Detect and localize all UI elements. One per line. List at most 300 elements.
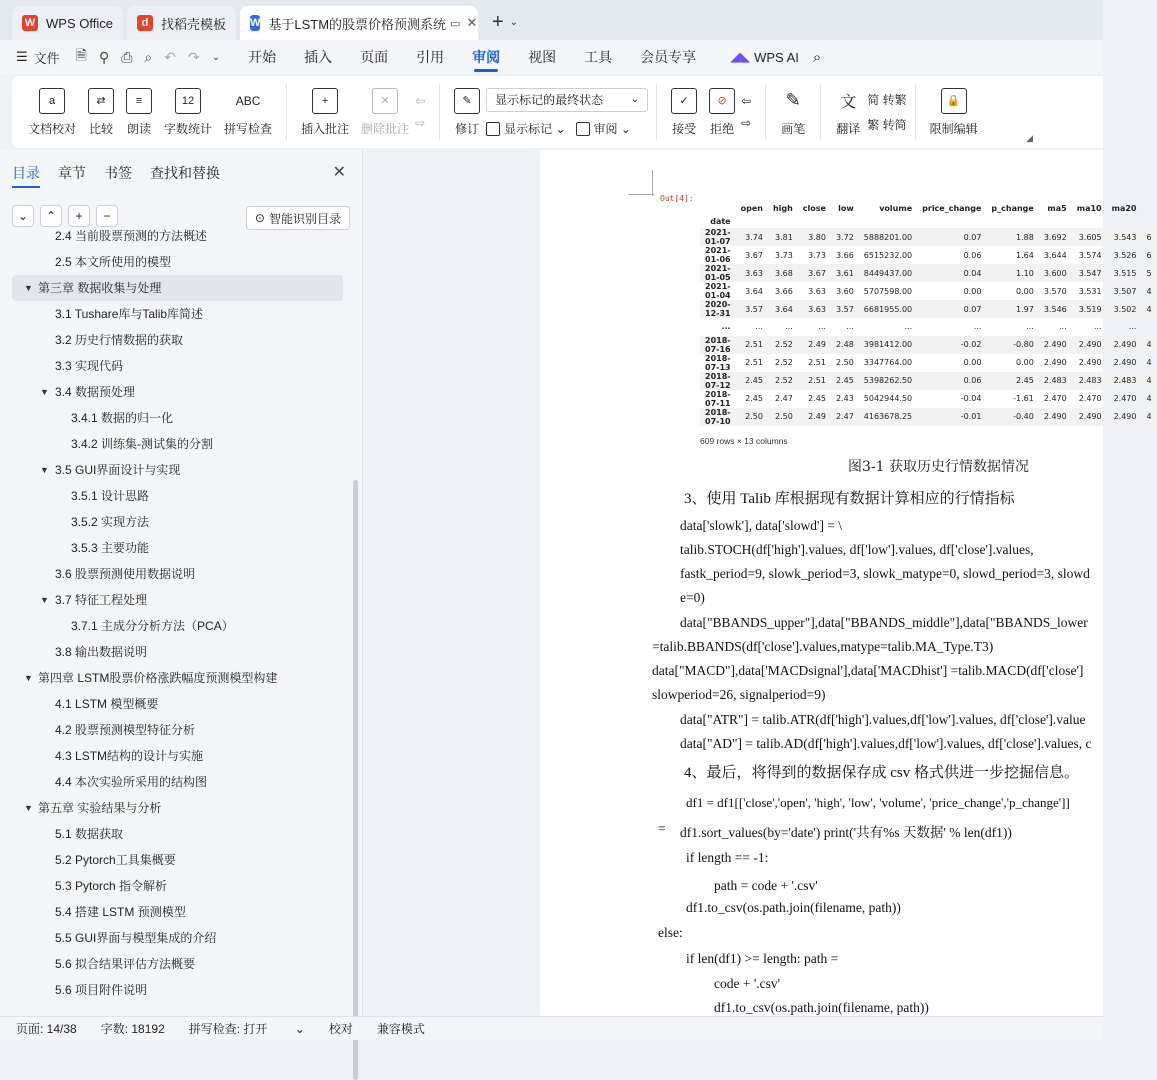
- table-row: [700, 408, 1157, 426]
- toc-item[interactable]: [0, 431, 355, 457]
- pen-icon: ✎: [785, 90, 801, 110]
- table-header-cell: [798, 215, 831, 228]
- toc-item[interactable]: [0, 821, 355, 847]
- review-label: 审阅: [593, 121, 618, 136]
- toc-item[interactable]: [0, 665, 355, 691]
- table-cell: 5707598.00: [863, 286, 913, 296]
- tab-label: 基于LSTM的股票价格预测系统: [268, 16, 447, 32]
- table-cell: -0.04: [960, 394, 982, 403]
- toc-item[interactable]: [0, 457, 355, 483]
- toc-item-label: 3.1 Tushare库与Talib库简述: [55, 307, 204, 321]
- nav-tabs: [0, 150, 362, 196]
- table-cell: 2.490: [1039, 336, 1072, 354]
- tab-bar: [0, 0, 1103, 40]
- spell-check-button[interactable]: [218, 80, 278, 144]
- toc-item[interactable]: [0, 613, 355, 639]
- table-header-cell: ma20: [1111, 204, 1137, 213]
- table-cell: 0.00: [963, 358, 982, 367]
- table-cell: 3.57: [736, 300, 768, 318]
- table-cell: 3.574: [1078, 250, 1102, 260]
- table-index-name: date: [710, 217, 731, 226]
- smart-toc-button[interactable]: [246, 206, 350, 230]
- table-header-cell: [1141, 202, 1156, 215]
- table-cell: 1.97: [986, 300, 1038, 318]
- proofread-icon: a: [39, 88, 65, 114]
- code-line: data["MACD"],data['MACDsignal'],data['MACDhist'] =talib.MACD(df['close']: [652, 663, 1084, 678]
- table-cell: 2.47: [774, 394, 793, 403]
- table-cell: 2.483: [1039, 372, 1072, 390]
- expand-triangle-icon[interactable]: ▼: [40, 465, 49, 475]
- print-preview-icon[interactable]: ⌕: [144, 48, 153, 65]
- table-cell: ...: [846, 322, 854, 332]
- table-cell: 3.64: [768, 300, 798, 318]
- figure-caption: 图3-1 获取历史行情数据情况: [848, 459, 1029, 475]
- translate-button[interactable]: [829, 80, 867, 144]
- toc-item[interactable]: 2.4 当前股票预测的方法概述: [55, 229, 208, 243]
- delete-comment-icon: ✕: [372, 88, 398, 114]
- revise-button[interactable]: [448, 80, 486, 144]
- table-row: [700, 390, 1157, 408]
- table-row: [700, 336, 1157, 354]
- table-cell: 2021-01-07: [700, 228, 736, 246]
- table-cell: 2.50: [768, 408, 798, 426]
- share-icon[interactable]: ⚲: [98, 48, 110, 65]
- tab-wps-office[interactable]: [12, 6, 123, 40]
- table-cell: 3.605: [1072, 228, 1107, 246]
- code-line: fastk_period=9, slowk_period=3, slowk_matype=0, slowd_period=3, slowd: [680, 566, 1090, 581]
- table-cell: 3.546: [1039, 300, 1072, 318]
- table-cell: 4: [1141, 372, 1156, 390]
- table-cell: 0.00: [1016, 358, 1034, 367]
- table-cell: 3.81: [768, 228, 798, 246]
- table-cell: 2.470: [1113, 394, 1137, 403]
- ribbon-expand-icon[interactable]: ◢: [1026, 133, 1033, 143]
- table-cell: 2018-07-11: [705, 389, 731, 408]
- previous-change-icon[interactable]: ⇦: [741, 94, 752, 108]
- window-icon[interactable]: ▭: [450, 17, 461, 30]
- menu-vip[interactable]: 会员专享: [640, 49, 697, 65]
- tab-toc[interactable]: 目录: [12, 150, 40, 196]
- table-cell: 2021-01-06: [705, 246, 731, 264]
- table-cell: 3981412.00: [859, 336, 917, 354]
- hamburger-icon: ☰: [16, 49, 28, 64]
- table-cell: 4: [1141, 336, 1156, 354]
- toc-item-label: 5.5 GUI界面与模型集成的介绍: [55, 931, 217, 945]
- toc-item[interactable]: [0, 301, 355, 327]
- code-line: data["AD"] = talib.AD(df['high'].values,df['low'].values, df['close'].values, c: [680, 736, 1092, 751]
- undo-icon[interactable]: ↶: [164, 48, 176, 65]
- expand-triangle-icon[interactable]: ▼: [24, 283, 33, 293]
- menu-reference[interactable]: 引用: [416, 49, 445, 65]
- restrict-edit-button[interactable]: [924, 80, 984, 144]
- table-cell: 2.52: [774, 358, 793, 367]
- table-cell: 0.07: [917, 228, 986, 246]
- table-cell: ...: [721, 322, 731, 332]
- table-cell: ...: [755, 322, 763, 332]
- delete-comment-label: 删除批注: [361, 121, 410, 136]
- table-cell: 2.52: [768, 336, 798, 354]
- code-line: if len(df1) >= length: path =: [686, 951, 839, 966]
- table-cell: 2.45: [831, 372, 859, 390]
- code-line: path = code + '.csv': [714, 878, 818, 893]
- table-cell: 0.00: [1016, 286, 1034, 296]
- code-line: df1 = df1[['close','open', 'high', 'low', 'volume', 'price_change','p_change']]: [686, 795, 1070, 810]
- table-header-cell: [1107, 215, 1142, 228]
- menu-bar: [0, 40, 1103, 74]
- table-cell: 3.692: [1039, 228, 1072, 246]
- word-count-label: 字数统计: [164, 121, 213, 136]
- toc-scrollbar[interactable]: [353, 480, 358, 1080]
- toc-item-label: 2.5 本文所使用的模型: [55, 255, 172, 269]
- ribbon-separator: [820, 84, 821, 140]
- read-aloud-label: 朗读: [127, 121, 152, 136]
- toc-item[interactable]: [0, 379, 355, 405]
- remove-heading-button[interactable]: −: [96, 205, 118, 227]
- table-cell: 6515232.00: [863, 250, 913, 260]
- table-cell: 4: [1146, 286, 1152, 296]
- table-cell: 5398262.50: [859, 372, 917, 390]
- table-cell: 3.519: [1072, 300, 1107, 318]
- code-line: e=0): [680, 590, 705, 605]
- table-header-cell: [700, 202, 736, 215]
- table-cell: ...: [904, 322, 913, 332]
- table-header-cell: [1072, 215, 1107, 228]
- table-header-cell: [736, 215, 768, 228]
- chevron-down-icon[interactable]: ⌄: [211, 51, 221, 63]
- ribbon-separator: [439, 84, 440, 140]
- table-cell: 2018-07-12: [700, 372, 736, 390]
- toc-item[interactable]: [0, 743, 355, 769]
- code-line: =: [658, 821, 666, 836]
- previous-comment-icon[interactable]: ⇦: [415, 94, 426, 108]
- table-row: [700, 354, 1157, 372]
- table-cell: 3.507: [1113, 286, 1137, 296]
- pen-button[interactable]: [774, 80, 812, 144]
- table-cell: -0.01: [917, 408, 986, 426]
- chevron-down-icon: ⌄: [630, 94, 640, 105]
- insert-comment-label: 插入批注: [301, 121, 350, 136]
- code-line: slowperiod=26, signalperiod=9): [652, 687, 826, 702]
- tab-find-replace[interactable]: 查找和替换: [150, 165, 220, 181]
- compare-label: 比较: [89, 121, 114, 136]
- to-traditional-button[interactable]: [867, 91, 906, 108]
- markup-select[interactable]: [486, 88, 648, 112]
- save-icon[interactable]: 🗎: [75, 47, 87, 63]
- tab-label: 找稻壳模板: [160, 16, 226, 32]
- toc-item[interactable]: [12, 275, 343, 301]
- table-cell: 0.04: [917, 264, 986, 282]
- table-cell: 0.00: [963, 286, 982, 296]
- table-header-cell: [1141, 215, 1156, 228]
- code-line: df1.sort_values(by='date') print('共有%s 天数据' % len(df1)): [680, 825, 1012, 840]
- show-markup-button[interactable]: 显示标记 ⌄: [486, 120, 565, 137]
- toc-item[interactable]: [0, 509, 355, 535]
- table-cell: 3.73: [774, 250, 793, 260]
- close-icon[interactable]: ✕: [332, 164, 346, 181]
- menu-tools[interactable]: 工具: [584, 49, 613, 65]
- code-line: data["BBANDS_upper"],data["BBANDS_middle"],data["BBANDS_lower: [680, 615, 1088, 630]
- revise-icon: ✎: [454, 88, 480, 114]
- accept-button[interactable]: [665, 80, 703, 144]
- pen-label: 画笔: [781, 121, 806, 136]
- word-count-icon: 12: [175, 88, 201, 114]
- simplified-icon: 繁: [867, 118, 880, 132]
- table-row: [700, 282, 1157, 300]
- table-cell: 3.502: [1107, 300, 1142, 318]
- table-cell: 3.72: [831, 228, 859, 246]
- review-button[interactable]: 审阅 ⌄: [576, 120, 631, 137]
- proofread-button[interactable]: [22, 80, 82, 144]
- markup-controls: [486, 88, 648, 137]
- toc-item-label: 5.4 搭建 LSTM 预测模型: [55, 905, 186, 919]
- tab-template[interactable]: [127, 6, 236, 40]
- table-cell: 2.470: [1078, 394, 1102, 403]
- proofread-label: 文档校对: [28, 121, 77, 136]
- table-header-cell: [768, 215, 798, 228]
- table-header-cell: ma10: [1076, 204, 1102, 213]
- code-line: df1.to_csv(os.path.join(filename, path)): [714, 1000, 929, 1015]
- translate-icon: 文: [840, 94, 857, 111]
- table-cell: 2.45: [986, 372, 1038, 390]
- wps-ai-button[interactable]: [730, 49, 799, 65]
- status-bar: [0, 1016, 1103, 1040]
- toc-item-label: 3.3 实现代码: [55, 359, 124, 373]
- compare-button[interactable]: [82, 80, 120, 144]
- file-menu[interactable]: [16, 48, 60, 67]
- table-cell: 2.50: [835, 358, 854, 367]
- table-cell: 2.45: [745, 394, 763, 403]
- table-cell: 2.490: [1072, 408, 1107, 426]
- table-cell: 2.45: [808, 394, 826, 403]
- plus-icon[interactable]: +: [491, 11, 504, 33]
- table-cell: 1.88: [986, 228, 1038, 246]
- table-cell: 4163678.25: [859, 408, 917, 426]
- search-icon[interactable]: ⌕: [812, 48, 822, 66]
- table-cell: 2018-07-10: [700, 408, 736, 426]
- table-cell: 3.66: [835, 250, 854, 260]
- read-aloud-button[interactable]: [120, 80, 158, 144]
- delete-comment-button[interactable]: [355, 80, 415, 144]
- toc-item-label: 3.5.3 主要功能: [71, 541, 150, 555]
- toc-item[interactable]: [0, 405, 355, 431]
- table-cell: 2.47: [831, 408, 859, 426]
- toc-item-label: 3.2 历史行情数据的获取: [55, 333, 184, 347]
- table-header-cell: price_change: [922, 204, 982, 213]
- table-cell: -1.61: [1013, 394, 1034, 403]
- ribbon-separator: [765, 84, 766, 140]
- table-cell: 3.644: [1043, 250, 1067, 260]
- table-cell: 2.49: [798, 408, 831, 426]
- menu-page[interactable]: 页面: [360, 49, 389, 65]
- step-heading: 4、最后，将得到的数据保存成 csv 格式供进一步挖掘信息。: [684, 765, 1079, 781]
- document-gutter: [364, 150, 540, 1016]
- table-cell: 3347764.00: [863, 358, 913, 367]
- to-simplified-button[interactable]: [867, 116, 906, 133]
- expand-triangle-icon[interactable]: ▼: [24, 803, 33, 813]
- table-cell: 4: [1141, 300, 1156, 318]
- chinese-conversion: [867, 91, 906, 133]
- compare-icon: ⇄: [88, 88, 114, 114]
- toc-item[interactable]: [0, 691, 355, 717]
- table-cell: 5: [1141, 264, 1156, 282]
- table-cell: 2.48: [831, 336, 859, 354]
- table-cell: 2.490: [1039, 408, 1072, 426]
- table-cell: 3.63: [736, 264, 768, 282]
- table-cell: 5042944.50: [863, 394, 913, 403]
- toc-item-label: 3.4.2 训练集-测试集的分割: [71, 437, 214, 451]
- toc-item-label: 5.3 Pytorch 指令解析: [55, 879, 168, 893]
- toc-item[interactable]: [0, 951, 355, 977]
- compat-mode-indicator: 兼容模式: [376, 1022, 425, 1036]
- table-cell: 5888201.00: [859, 228, 917, 246]
- ribbon-separator: [915, 84, 916, 140]
- docer-logo-icon: d: [137, 15, 153, 31]
- expand-triangle-icon[interactable]: ▼: [24, 673, 33, 683]
- table-cell: 2.490: [1107, 408, 1142, 426]
- toc-item[interactable]: [0, 483, 355, 509]
- toc-item[interactable]: [0, 717, 355, 743]
- to-traditional-label: 转繁: [882, 93, 907, 107]
- table-cell: 3.600: [1039, 264, 1072, 282]
- next-comment-icon[interactable]: ⇨: [415, 116, 426, 130]
- toc-item[interactable]: [0, 535, 355, 561]
- toc-item[interactable]: [0, 639, 355, 665]
- redo-icon[interactable]: ↷: [187, 48, 200, 65]
- reject-label: 拒绝: [710, 121, 735, 136]
- dataframe-table: [700, 202, 1157, 426]
- page-indicator[interactable]: 页面: 14/38: [16, 1022, 77, 1036]
- toc-item-label: 5.2 Pytorch工具集概要: [55, 853, 176, 867]
- toc-item[interactable]: [0, 795, 355, 821]
- translate-label: 翻译: [836, 121, 861, 136]
- word-count-button[interactable]: [158, 80, 218, 144]
- comment-nav: [415, 94, 425, 130]
- to-simplified-label: 转简: [882, 118, 907, 132]
- toc-item-label: 3.5.1 设计思路: [71, 489, 150, 503]
- table-cell: ...: [1059, 322, 1067, 332]
- table-cell: 2.51: [736, 336, 768, 354]
- table-cell: ...: [785, 322, 793, 332]
- table-header-cell: high: [772, 204, 793, 213]
- smart-toc-label: 智能识别目录: [268, 211, 341, 226]
- add-heading-button[interactable]: +: [68, 205, 90, 227]
- table-cell: 2018-07-16: [700, 336, 736, 354]
- code-line: talib.STOCH(df['high'].values, df['low'].values, df['close'].values,: [680, 542, 1034, 557]
- toc-item[interactable]: [0, 353, 355, 379]
- toc-item-label: 3.4.1 数据的归一化: [71, 411, 174, 425]
- toc-item-label: 3.6 股票预测使用数据说明: [55, 567, 196, 581]
- table-header-cell: ma5: [1047, 204, 1067, 213]
- insert-comment-button[interactable]: [295, 80, 355, 144]
- menu-home[interactable]: 开始: [248, 49, 277, 65]
- table-cell: ...: [973, 322, 982, 332]
- toc-item[interactable]: [0, 327, 355, 353]
- table-cell: 1.64: [1016, 250, 1034, 260]
- tab-sections[interactable]: 章节: [58, 165, 86, 181]
- tab-document[interactable]: [240, 6, 478, 40]
- document-page[interactable]: [540, 150, 1152, 1016]
- review-pane-icon: [576, 122, 590, 136]
- show-markup-icon: [486, 122, 500, 136]
- table-header-cell: [986, 215, 1038, 228]
- tab-bookmarks[interactable]: 书签: [104, 165, 132, 181]
- navigation-pane: [0, 150, 363, 1016]
- traditional-icon: 简: [867, 93, 880, 107]
- show-markup-label: 显示标记: [504, 121, 553, 136]
- toc-item-label: 3.5 GUI界面设计与实现: [55, 463, 181, 477]
- expand-triangle-icon[interactable]: ▼: [40, 387, 49, 397]
- code-line: =talib.BBANDS(df['close'].values,matype=talib.MA_Type.T3): [652, 639, 994, 654]
- table-cell: 2021-01-04: [705, 282, 731, 300]
- menu-review[interactable]: 审阅: [472, 40, 500, 74]
- table-header-cell: close: [802, 204, 826, 213]
- toc-item[interactable]: [0, 977, 355, 1003]
- spell-check-indicator[interactable]: 拼写检查: 打开 ⌄: [188, 1022, 305, 1036]
- table-header-cell: volume: [879, 204, 913, 213]
- proof-indicator[interactable]: 校对: [328, 1022, 353, 1036]
- writer-logo-icon: W: [249, 17, 261, 29]
- table-cell: 6681955.00: [859, 300, 917, 318]
- table-cell: ...: [1026, 322, 1034, 332]
- table-row: [700, 246, 1157, 264]
- toc-item-label: 5.6 项目附件说明: [55, 983, 148, 997]
- toc-item-label: 5.1 数据获取: [55, 827, 124, 841]
- close-icon[interactable]: ✕: [466, 15, 478, 30]
- accept-label: 接受: [672, 121, 697, 136]
- chevron-down-icon[interactable]: ⌄: [509, 17, 519, 28]
- table-header-cell: [1039, 215, 1072, 228]
- toc-item[interactable]: [0, 873, 355, 899]
- markup-select-value: 显示标记的最终状态: [495, 93, 604, 107]
- next-change-icon[interactable]: ⇨: [741, 116, 752, 130]
- toc-item-label: 4.3 LSTM结构的设计与实施: [55, 749, 204, 763]
- expand-triangle-icon[interactable]: ▼: [40, 595, 49, 605]
- table-cell: 2.490: [1072, 336, 1107, 354]
- table-cell: -0.40: [986, 408, 1038, 426]
- word-count-indicator[interactable]: 字数: 18192: [100, 1022, 165, 1036]
- expand-down-button[interactable]: ⌄: [12, 205, 34, 227]
- toc-item[interactable]: [0, 769, 355, 795]
- print-icon[interactable]: ⎙: [121, 48, 133, 65]
- table-row: [700, 300, 1157, 318]
- toc-item[interactable]: [0, 561, 355, 587]
- menu-insert[interactable]: 插入: [304, 49, 333, 65]
- table-cell: 2.43: [835, 394, 854, 403]
- toc-item-label: 第三章 数据收集与处理: [38, 281, 162, 295]
- table-header-cell: p_change: [991, 204, 1034, 213]
- toc-item[interactable]: [0, 847, 355, 873]
- smart-icon: ⊙: [254, 211, 265, 225]
- margin-mark: [628, 194, 654, 195]
- reject-button[interactable]: [703, 80, 741, 144]
- code-line: if length == -1:: [686, 850, 769, 865]
- collapse-up-button[interactable]: ⌃: [40, 205, 62, 227]
- toc-item-label: 3.4 数据预处理: [55, 385, 136, 399]
- toc-item[interactable]: [0, 587, 355, 613]
- table-cell: 2.490: [1043, 358, 1067, 367]
- table-cell: ...: [1093, 322, 1102, 332]
- table-cell: 2.50: [736, 408, 768, 426]
- toc-item[interactable]: [0, 249, 355, 275]
- toc-item[interactable]: [0, 925, 355, 951]
- toc-item-label: 第四章 LSTM股票价格涨跌幅度预测模型构建: [38, 671, 278, 685]
- table-cell: 3.63: [808, 286, 826, 296]
- toc-item[interactable]: [0, 899, 355, 925]
- table-cell: 2.470: [1043, 394, 1067, 403]
- table-cell: ...: [818, 322, 826, 332]
- menu-view[interactable]: 视图: [528, 49, 557, 65]
- table-cell: 2.483: [1107, 372, 1142, 390]
